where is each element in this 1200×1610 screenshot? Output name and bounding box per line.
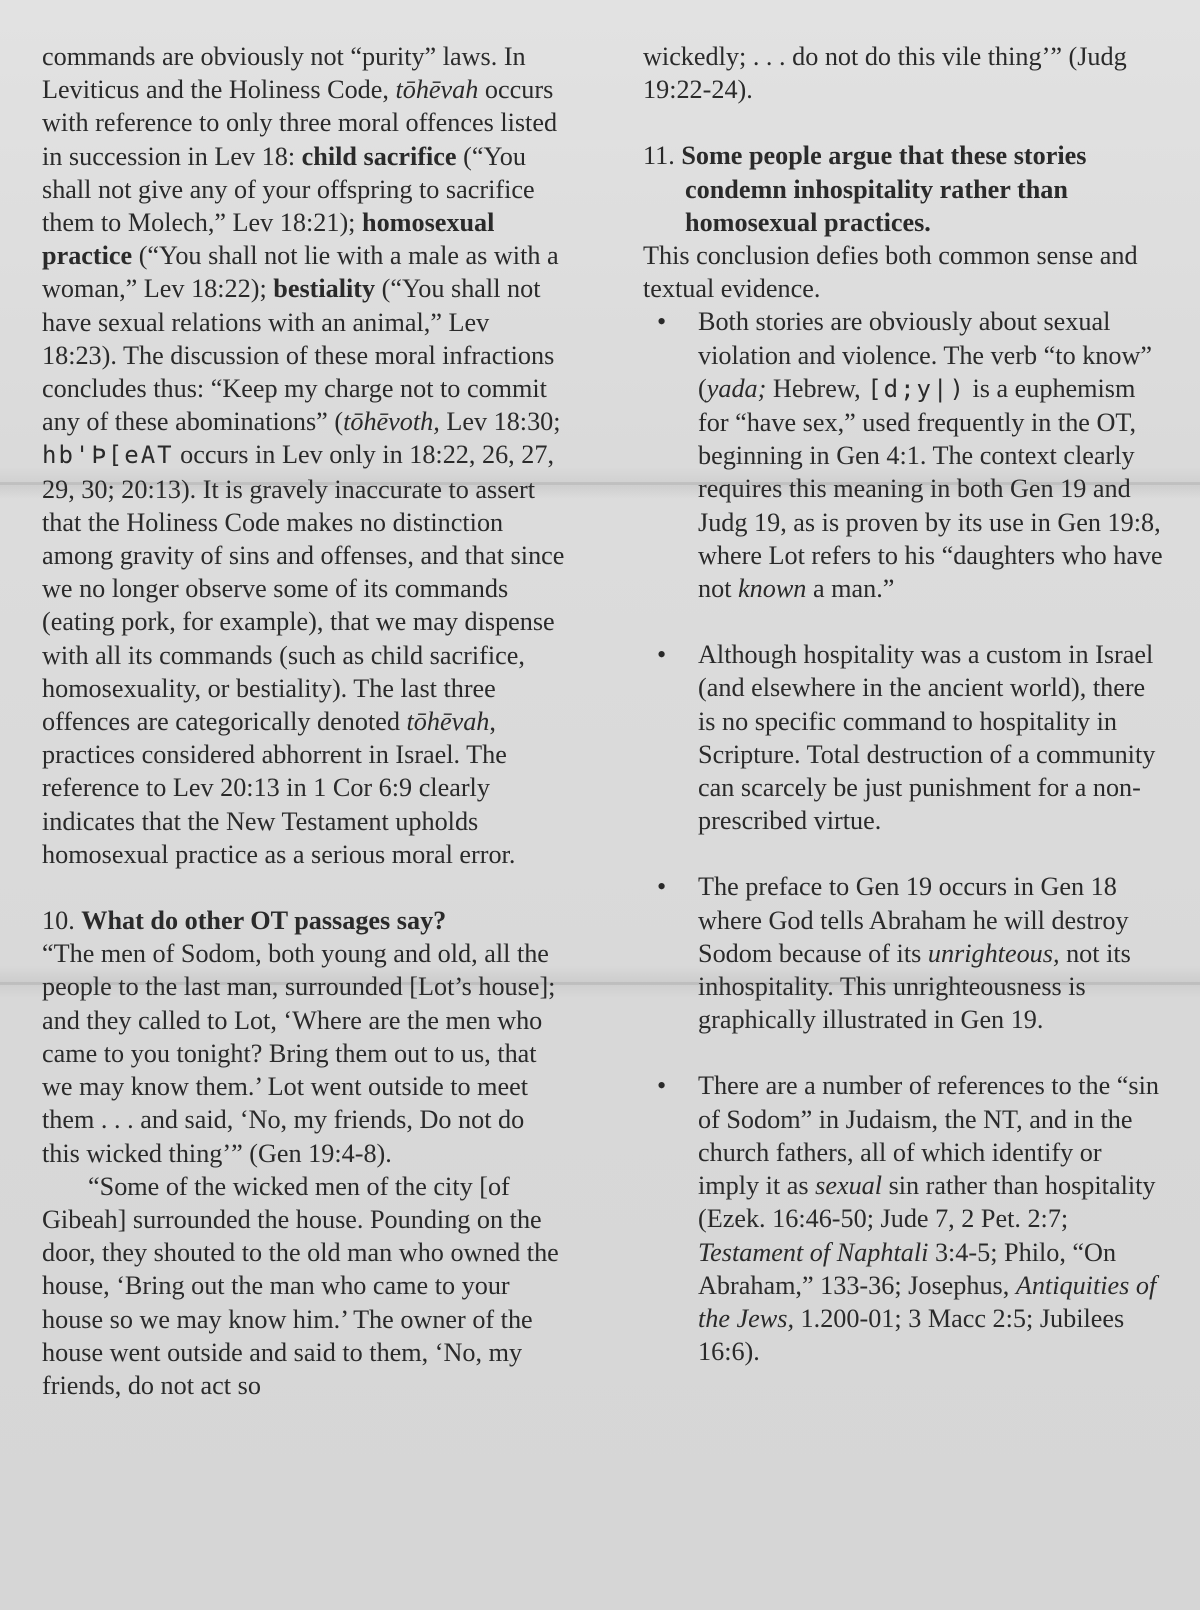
question-11-title: Some people argue that these stories condemn inhospitality rather than homosexual practices.: [681, 141, 1087, 237]
question-10-title: What do other OT passages say?: [81, 906, 447, 936]
argument-list: [643, 305, 1163, 1368]
list-item: [643, 870, 1163, 1036]
text-run: 3:4-5; Philo, “On Abraham,” 133-36; Josephus,: [698, 1237, 1117, 1300]
bold-term: homosexual practice: [42, 208, 495, 271]
list-item-text: [698, 640, 1155, 835]
text-run: not its inhospitality. This unrighteousness is graphically illustrated in Gen 19.: [698, 938, 1131, 1035]
italic-term: sexual: [815, 1171, 883, 1201]
text-run: a man.”: [806, 574, 895, 604]
text-run: The preface to Gen 19 occurs in Gen 18 where God tells Abraham he will destroy Sodom because of its: [698, 872, 1129, 968]
list-item-text: [698, 1071, 1159, 1366]
bullet-icon: •: [657, 872, 667, 902]
text-run: is a euphemism for “have sex,” used frequently in the OT, beginning in Gen 4:1. The context clearly requires this meaning in both Gen 19 and Judg 19, as is proven by its use in Gen 19:8, where Lot refers to his “daughters who have not: [698, 373, 1163, 604]
question-11-number: 11.: [643, 141, 675, 171]
text-run: (“You shall not have sexual relations with an animal,” Lev 18:23). The discussion of these moral infractions concludes thus: “Keep my charge not to commit any of these abominations” (: [42, 274, 555, 437]
italic-term: unrighteous,: [927, 938, 1060, 968]
italic-term: Antiquities of the Jews,: [698, 1270, 1157, 1333]
text-run: (“You shall not give any of your offspring to sacrifice them to Molech,” Lev 18:21);: [42, 141, 535, 238]
text-run: occurs with reference to only three moral offences listed in succession in Lev 18:: [42, 75, 558, 171]
bullet-icon: •: [657, 307, 667, 337]
leviticus-paragraph: [42, 40, 567, 871]
text-run: There are a number of references to the “sin of Sodom” in Judaism, the NT, and in the church fathers, all of which identify or imply it as: [698, 1071, 1159, 1201]
bold-term: child sacrifice: [301, 141, 457, 171]
text-run: Lev 18:30;: [439, 407, 561, 437]
bullet-icon: •: [657, 1071, 667, 1101]
italic-term: tōhēvah: [395, 75, 479, 105]
gibeah-quote-continued: wickedly; . . . do not do this vile thing’” (Judg 19:22-24).: [643, 42, 1127, 105]
text-run: sin rather than hospitality (Ezek. 16:46-50; Jude 7, 2 Pet. 2:7;: [698, 1171, 1156, 1234]
hebrew-term: [d;y|): [867, 374, 966, 403]
question-11-heading: [643, 139, 1163, 239]
text-run: Hebrew,: [766, 373, 868, 403]
text-run: 1.200-01; 3 Macc 2:5; Jubilees 16:6).: [698, 1303, 1125, 1367]
bold-term: bestiality: [273, 274, 376, 304]
text-run: , practices considered abhorrent in Israel. The reference to Lev 20:13 in 1 Cor 6:9 clearly indicates that the New Testament upholds homosexual practice as a serious moral error.: [42, 707, 516, 869]
text-run: (“You shall not lie with a male as with a woman,” Lev 18:22);: [42, 241, 559, 304]
list-item: [643, 305, 1163, 605]
italic-term: tōhēvoth,: [343, 407, 440, 437]
italic-term: known: [738, 574, 807, 604]
list-item: [643, 638, 1163, 837]
italic-term: tōhēvah: [406, 707, 490, 737]
text-run: Although hospitality was a custom in Israel (and elsewhere in the ancient world), there is no specific command to hospitality in Scripture. Total destruction of a community can scarcely be just punishment for a non-prescribed virtue.: [698, 640, 1156, 836]
gibeah-quote: “Some of the wicked men of the city [of Gibeah] surrounded the house. Pounding on the door, they shouted to the old man who owned the house, ‘Bring out the man who came to your house so we may know him.’ The owner of the house went outside and said to them, ‘No, my friends, do not act so: [42, 1171, 559, 1400]
left-column: [42, 40, 567, 1402]
question-10-heading: [42, 904, 567, 937]
list-item-text: [698, 307, 1163, 603]
italic-term: Testament of Naphtali: [698, 1237, 929, 1267]
hebrew-term: hb'Þ[eAT: [42, 441, 174, 470]
right-column: [643, 40, 1163, 1368]
sodom-quote: “The men of Sodom, both young and old, all the people to the last man, surrounded [Lot’s house]; and they called to Lot, ‘Where are the men who came to you tonight? Bring them out to us, that we may know them.’ Lot went outside to meet them . . . and said, ‘No, my friends, Do not do this wicked thing’” (Gen 19:4-8).: [42, 939, 556, 1168]
text-run: Both stories are obviously about sexual violation and violence. The verb “to know” (: [698, 307, 1153, 403]
bullet-icon: •: [657, 640, 667, 670]
question-10-number: 10.: [42, 906, 75, 936]
question-11-intro: This conclusion defies both common sense and textual evidence.: [643, 241, 1138, 304]
list-item: [643, 1069, 1163, 1368]
italic-term: yada;: [706, 373, 767, 403]
text-run: occurs in Lev only in 18:22, 26, 27, 29, 30; 20:13). It is gravely inaccurate to assert that the Holiness Code makes no distinction among gravity of sins and offenses, and that since we no longer observe some of its commands (eating pork, for example), that we may dispense with all its commands (such as child sacrifice, homosexuality, or bestiality). The last three offences are categorically denoted: [42, 440, 565, 737]
list-item-text: [698, 872, 1131, 1034]
text-run: commands are obviously not “purity” laws. In Leviticus and the Holiness Code,: [42, 42, 526, 105]
